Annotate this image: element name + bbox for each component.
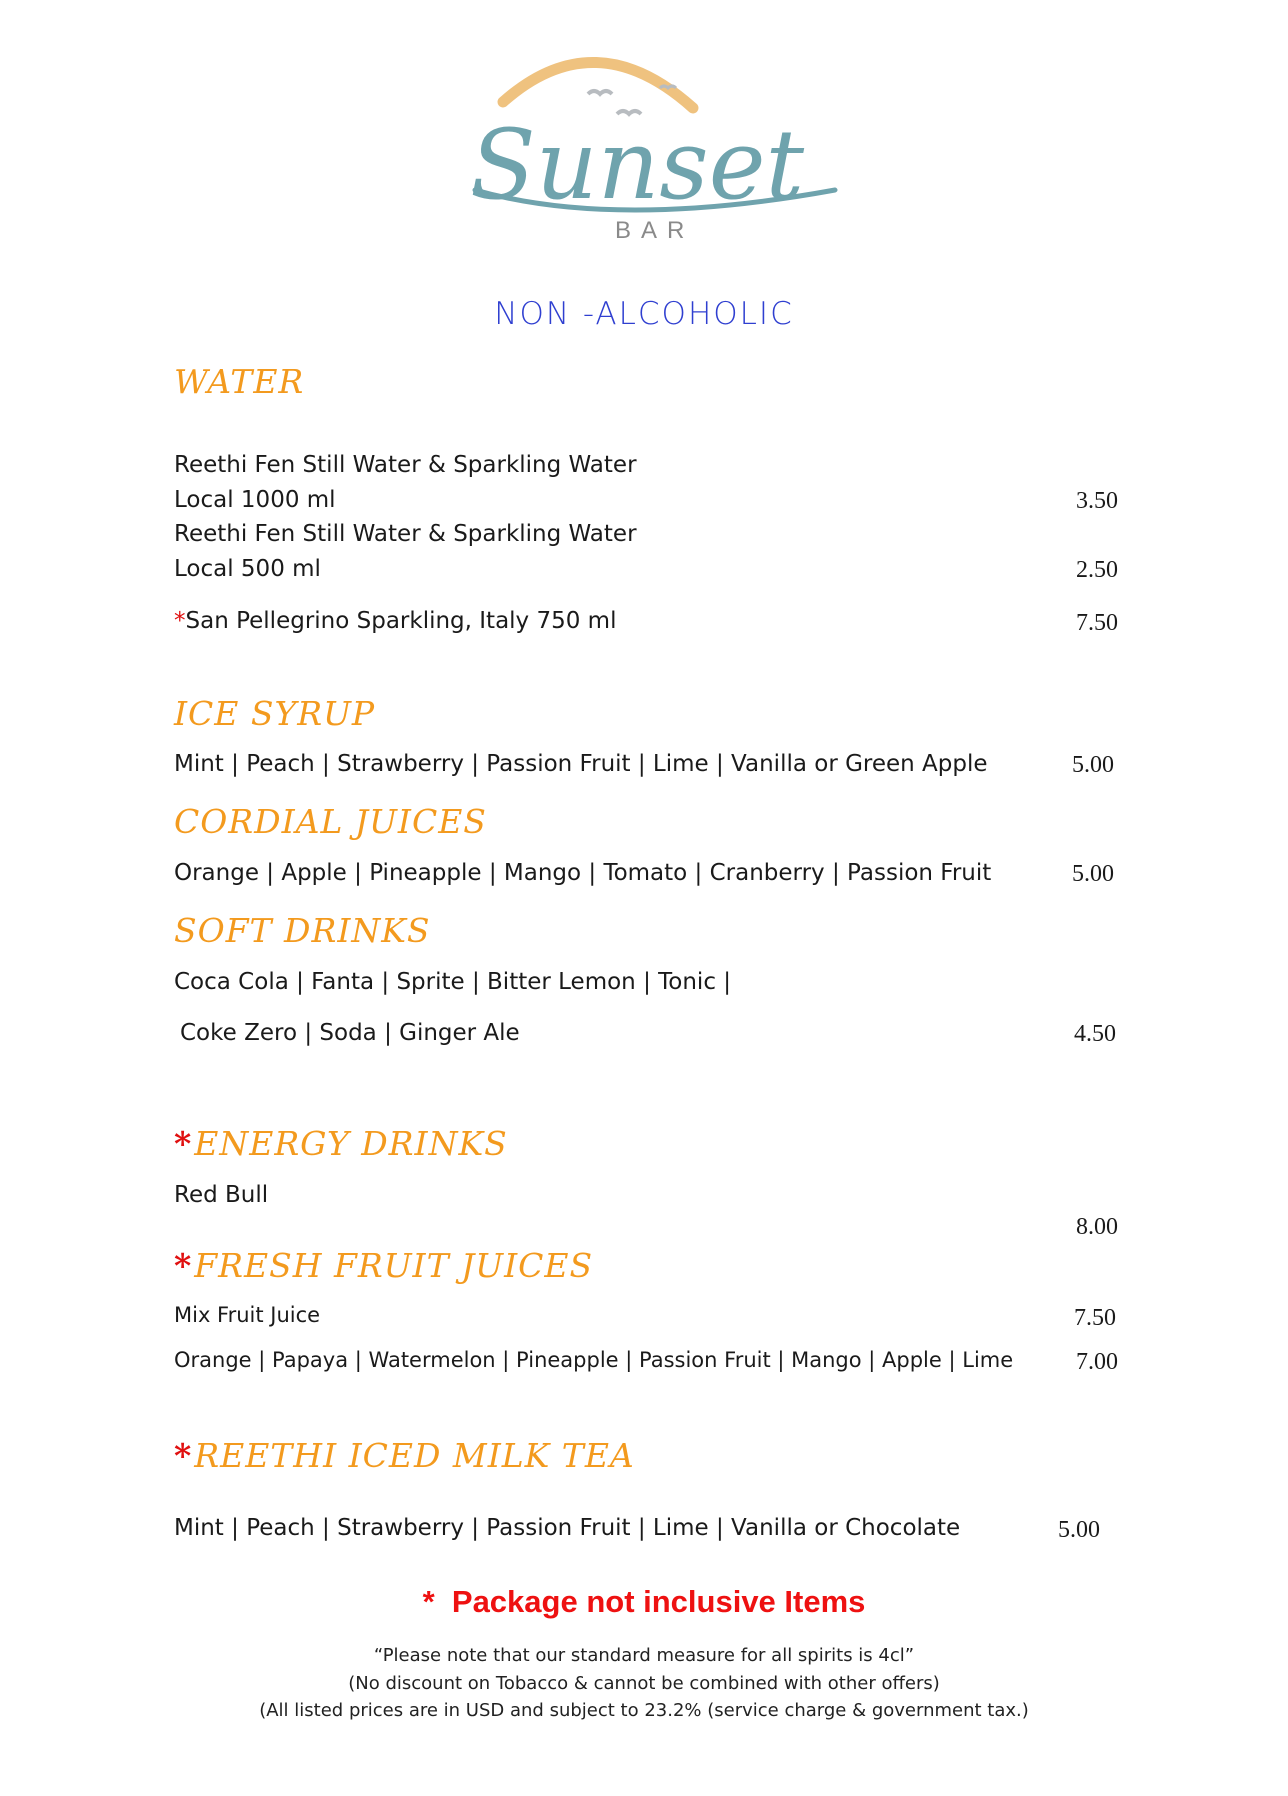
item-price: 7.50 (1074, 1305, 1116, 1331)
section-heading-water: WATER (174, 362, 305, 401)
section-heading-energy-drinks (174, 1124, 508, 1163)
section-heading-reethi-iced-milk-tea (174, 1436, 635, 1475)
footer-note: (All listed prices are in USD and subject to 23.2% (service charge & government tax.) (259, 1700, 1029, 1721)
heading-text: ENERGY DRINKS (194, 1124, 508, 1163)
section-heading-soft-drinks: SOFT DRINKS (174, 911, 431, 950)
item-price: 4.50 (1074, 1021, 1116, 1047)
section-heading-cordial-juices: CORDIAL JUICES (174, 802, 487, 841)
menu-subtitle: NON -ALCOHOLIC (494, 296, 794, 332)
item-name: San Pellegrino Sparkling, Italy 750 ml (185, 608, 617, 634)
footer-title-text: Package not inclusive Items (451, 1584, 866, 1619)
list-item: Mint | Peach | Strawberry | Passion Fruit | Lime | Vanilla or Chocolate (174, 1515, 961, 1541)
list-item: Coca Cola | Fanta | Sprite | Bitter Lemon | Tonic | (174, 969, 732, 995)
item-price: 5.00 (1072, 861, 1114, 887)
item-price: 3.50 (1076, 488, 1118, 514)
list-item: Coke Zero | Soda | Ginger Ale (180, 1020, 520, 1046)
heading-text: FRESH FRUIT JUICES (194, 1246, 594, 1285)
item-price: 5.00 (1072, 752, 1114, 778)
section-heading-ice-syrup: ICE SYRUP (174, 694, 376, 733)
list-item: Red Bull (174, 1182, 269, 1208)
section-heading-fresh-fruit-juices (174, 1246, 593, 1285)
list-item: Orange | Apple | Pineapple | Mango | Tomato | Cranberry | Passion Fruit (174, 860, 992, 886)
list-item: Mint | Peach | Strawberry | Passion Fruit | Lime | Vanilla or Green Apple (174, 751, 988, 777)
asterisk-mark: * (174, 1246, 193, 1285)
heading-text: REETHI ICED MILK TEA (194, 1436, 635, 1475)
item-price: 5.00 (1058, 1517, 1100, 1543)
list-item: Mix Fruit Juice (174, 1303, 321, 1327)
logo-bar-text: BAR (615, 217, 695, 240)
list-item: Orange | Papaya | Watermelon | Pineapple | Passion Fruit | Mango | Apple | Lime (174, 1348, 1014, 1372)
footer-note: “Please note that our standard measure for all spirits is 4cl” (373, 1645, 915, 1666)
list-item: Reethi Fen Still Water & Sparkling Water (174, 521, 637, 547)
asterisk-mark: * (174, 1436, 193, 1475)
list-item: Reethi Fen Still Water & Sparkling Water (174, 452, 637, 478)
sunset-bar-logo (465, 50, 855, 240)
footer-note: (No discount on Tobacco & cannot be combined with other offers) (348, 1673, 940, 1694)
item-price: 2.50 (1076, 557, 1118, 583)
list-item: Local 500 ml (174, 556, 321, 582)
footer-title (0, 1584, 1288, 1620)
logo-script-text: Sunset (470, 109, 805, 221)
item-price: 7.00 (1076, 1349, 1118, 1375)
item-price: 8.00 (1076, 1214, 1118, 1240)
asterisk-mark: * (174, 1124, 193, 1163)
asterisk-mark: * (422, 1584, 435, 1619)
list-item: Local 1000 ml (174, 487, 336, 513)
asterisk-mark: * (174, 608, 186, 634)
item-price: 7.50 (1076, 610, 1118, 636)
list-item (174, 608, 616, 634)
